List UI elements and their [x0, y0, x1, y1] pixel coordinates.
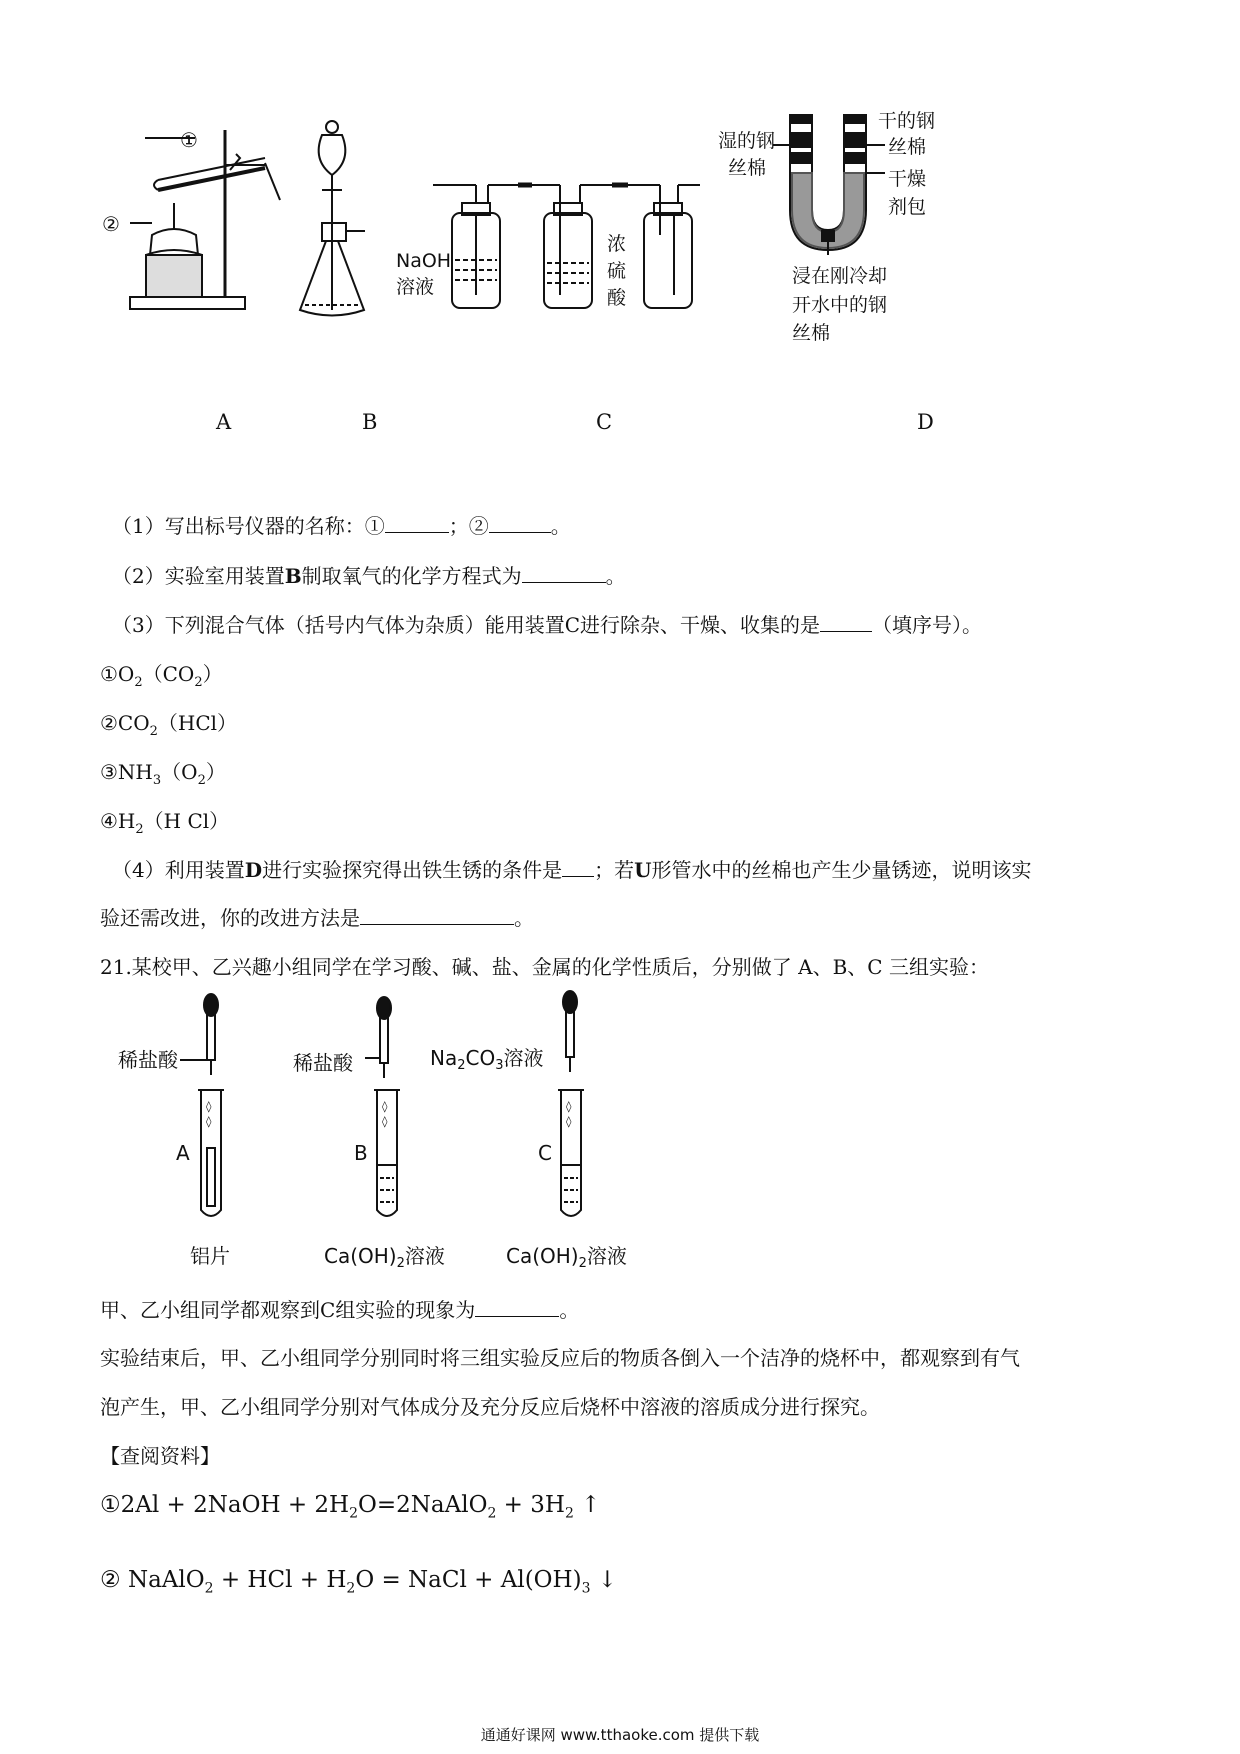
reagent-label-b: 稀盐酸 — [293, 1051, 353, 1075]
figure-test-tubes — [110, 990, 670, 1270]
apparatus-d — [773, 115, 885, 255]
apparatus-a — [130, 130, 280, 309]
equation-1: ①2Al + 2NaOH + $2H_2O=2NaAlO_2 + 3H_2$ ↑ — [100, 1492, 601, 1522]
answer-blank-2[interactable] — [489, 512, 551, 533]
tube-label-a: A — [176, 1141, 190, 1165]
tube-label-c: C — [538, 1141, 552, 1165]
label-naoh-solution: 溶液 — [396, 276, 435, 298]
marker-1: ① — [180, 128, 198, 152]
answer-blank-4[interactable] — [820, 611, 872, 632]
question-4-line-1: （4）利用装置D进行实验探究得出铁生锈的条件是 ；若U形管水中的丝棉也产生少量锈迹，说明该实 — [112, 858, 1032, 882]
figure-label-b: B — [362, 410, 378, 434]
equation-2: ② NaAlO$_2$ + HCl + $H_2O$ = NaCl + $Al(OH)_3$ ↓ — [100, 1567, 618, 1597]
label-wet-2: 丝棉 — [728, 157, 767, 179]
bottom-label-a: 铝片 — [190, 1244, 230, 1268]
bottom-label-c: $Ca(OH)_2$溶液 — [506, 1244, 627, 1270]
svg-text:◊: ◊ — [382, 1100, 388, 1113]
answer-blank-1[interactable] — [385, 512, 449, 533]
label-acid-2: 硫 — [607, 260, 627, 282]
question-4-line-2: 验还需改进，你的改进方法是 。 — [100, 906, 534, 930]
svg-text:◊: ◊ — [382, 1115, 388, 1128]
answer-blank-7[interactable] — [475, 1296, 559, 1317]
option-4: $④H_2(H$ Cl） — [100, 809, 230, 837]
dropper-a — [180, 994, 218, 1075]
option-3: $③NH_3(O_2)$ — [100, 760, 226, 788]
test-tube-a — [198, 1090, 224, 1216]
paragraph-2-line-2: 泡产生，甲、乙小组同学分别对气体成分及充分反应后烧杯中溶液的溶质成分进行探究。 — [100, 1395, 880, 1419]
label-desiccant-1: 干燥 — [888, 168, 927, 190]
marker-2: ② — [102, 212, 120, 236]
label-dry-2: 丝棉 — [888, 136, 927, 158]
label-naoh: NaOH — [396, 250, 452, 272]
label-water-1: 浸在刚冷却 — [792, 265, 888, 287]
figure-label-a: A — [216, 410, 232, 434]
bottom-label-b: $Ca(OH)_2$溶液 — [324, 1244, 445, 1270]
reference-heading: 【查阅资料】 — [100, 1444, 220, 1468]
reagent-label-c: $Na_2CO_3$溶液 — [430, 1046, 544, 1073]
answer-blank-5[interactable] — [562, 856, 594, 877]
label-acid-1: 浓 — [607, 233, 627, 255]
label-acid-3: 酸 — [607, 287, 627, 309]
test-tube-b — [374, 1090, 400, 1216]
dropper-b — [365, 997, 391, 1078]
paragraph-c-phenomenon: 甲、乙小组同学都观察到C组实验的现象为 。 — [100, 1298, 580, 1322]
svg-text:◊: ◊ — [566, 1100, 572, 1113]
svg-text:◊: ◊ — [206, 1100, 212, 1113]
question-21: 21.某校甲、乙兴趣小组同学在学习酸、碱、盐、金属的化学性质后，分别做了 A、B、C 三组实验： — [100, 955, 989, 979]
answer-blank-6[interactable] — [360, 904, 514, 925]
paragraph-2-line-1: 实验结束后，甲、乙小组同学分别同时将三组实验反应后的物质各倒入一个洁净的烧杯中，都观察到有气 — [100, 1346, 1020, 1370]
page-footer: 通通好课网 www.tthaoke.com 提供下载 — [480, 1726, 760, 1744]
apparatus-b — [300, 121, 365, 316]
label-water-2: 开水中的钢 — [792, 294, 888, 316]
label-dry-1: 干的钢 — [878, 110, 936, 132]
dropper-c — [563, 991, 577, 1072]
label-wet-1: 湿的钢 — [718, 130, 776, 152]
tube-label-b: B — [354, 1141, 368, 1165]
question-2: （2）实验室用装置B制取氧气的化学方程式为 。 — [112, 564, 626, 588]
svg-text:◊: ◊ — [206, 1115, 212, 1128]
option-2: $②CO_2(HCl)$ — [100, 711, 238, 739]
answer-blank-3[interactable] — [522, 562, 606, 583]
question-3: （3）下列混合气体（括号内气体为杂质）能用装置C进行除杂、干燥、收集的是 （填序号）。 — [112, 613, 983, 637]
question-1: （1）写出标号仪器的名称：① ；② 。 — [112, 514, 571, 538]
figure-label-d: D — [917, 410, 934, 434]
figure-apparatus — [100, 105, 1100, 405]
label-desiccant-2: 剂包 — [888, 196, 927, 218]
label-water-3: 丝棉 — [792, 322, 831, 344]
option-1: $①O_2(CO_2)$ — [100, 662, 223, 690]
apparatus-c — [433, 185, 700, 308]
figure-label-c: C — [596, 410, 613, 434]
reagent-label-a: 稀盐酸 — [118, 1048, 178, 1072]
test-tube-c — [558, 1090, 584, 1216]
svg-text:◊: ◊ — [566, 1115, 572, 1128]
